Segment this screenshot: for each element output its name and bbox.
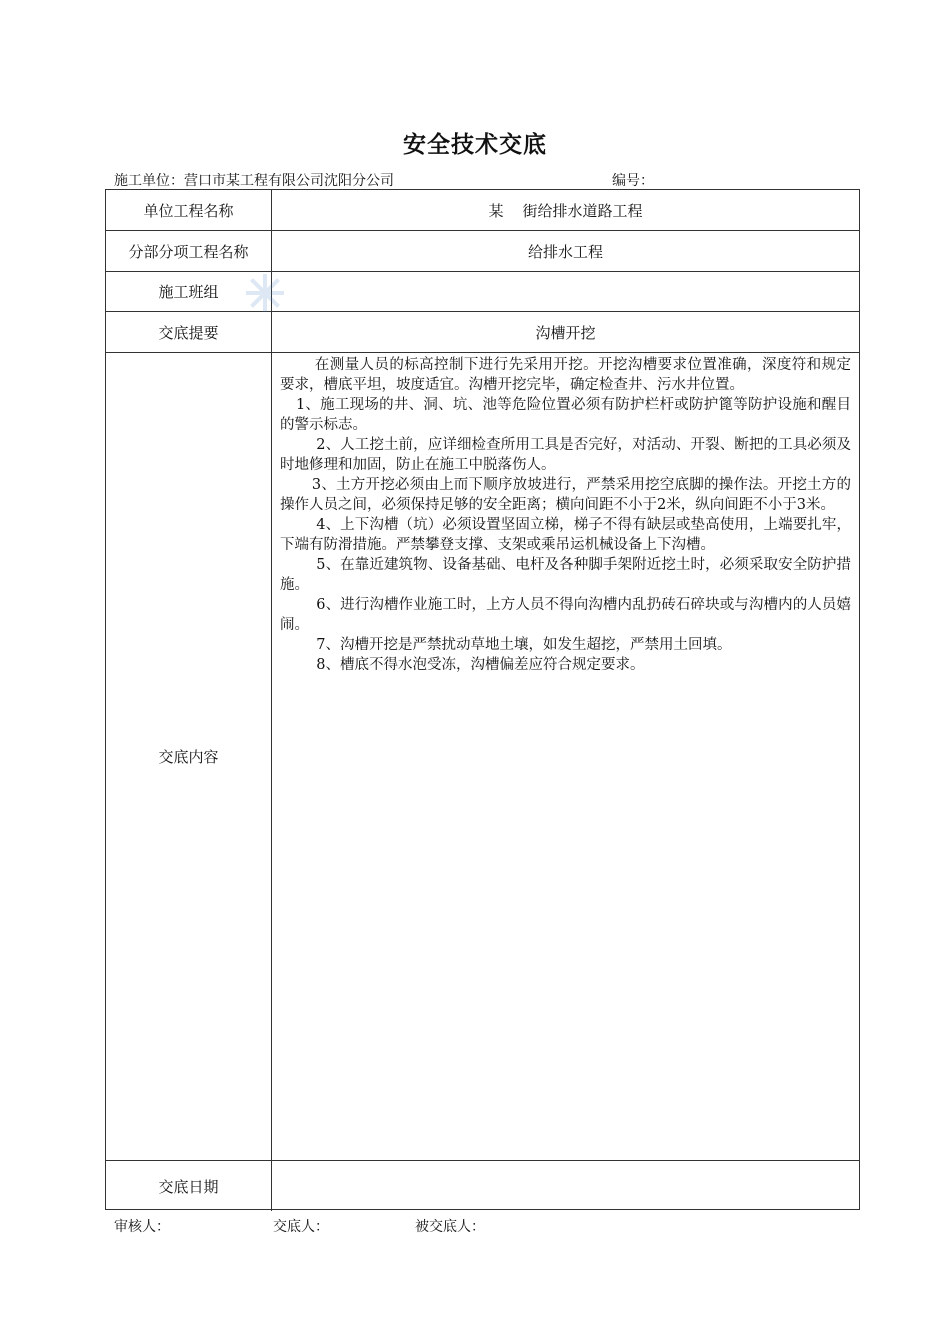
recipient-label: 被交底人： (415, 1219, 485, 1235)
row-label: 单位工程名称 (106, 190, 272, 230)
content-paragraph: 4、上下沟槽（坑）必须设置坚固立梯，梯子不得有缺层或垫高使用，上端要扎牢，下端有防滑措施。严禁攀登支撑、支架或乘吊运机械设备上下沟槽。 (280, 517, 851, 553)
row-label: 交底内容 (106, 353, 272, 1160)
content-paragraph: 6、进行沟槽作业施工时，上方人员不得向沟槽内乱扔砖石碎块或与沟槽内的人员嬉闹。 (280, 597, 851, 633)
row-content (106, 353, 859, 1161)
row-summary (106, 312, 859, 353)
row-sub-project (106, 231, 859, 272)
discloser-label: 交底人： (273, 1219, 329, 1235)
disclosure-content (280, 355, 851, 675)
watermark-snowflake-icon (244, 272, 286, 314)
row-value (272, 272, 859, 311)
disclosure-form (105, 189, 860, 1210)
content-paragraph: 在测量人员的标高控制下进行先采用开挖。开挖沟槽要求位置准确，深度符和规定要求，槽底平坦，坡度适宜。沟槽开挖完毕，确定检查井、污水井位置。 (280, 357, 851, 393)
document-number-label: 编号： (612, 173, 654, 189)
row-unit-project (106, 190, 859, 231)
construction-unit: 施工单位：营口市某工程有限公司沈阳分公司 (114, 173, 394, 189)
row-value: 沟槽开挖 (535, 323, 596, 342)
content-paragraph: 1、施工现场的井、洞、坑、池等危险位置必须有防护栏杆或防护篦等防护设施和醒目的警示标志。 (280, 397, 851, 433)
row-label: 交底日期 (106, 1161, 272, 1211)
content-paragraph: 3、土方开挖必须由上而下顺序放坡进行，严禁采用挖空底脚的操作法。开挖土方的操作人员之间，必须保持足够的安全距离；横向间距不小于2米，纵向间距不小于3米。 (280, 477, 851, 513)
row-label: 施工班组 (106, 272, 272, 311)
reviewer-label: 审核人： (114, 1219, 170, 1235)
row-label: 分部分项工程名称 (106, 231, 272, 271)
row-value: 某 街给排水道路工程 (488, 201, 643, 220)
content-paragraph: 5、在靠近建筑物、设备基础、电杆及各种脚手架附近挖土时，必须采取安全防护措施。 (280, 557, 851, 593)
row-date (106, 1161, 859, 1211)
content-paragraph: 8、槽底不得水泡受冻，沟槽偏差应符合规定要求。 (316, 657, 645, 673)
row-work-team (106, 272, 859, 312)
content-paragraph: 7、沟槽开挖是严禁扰动草地土壤，如发生超挖，严禁用土回填。 (316, 637, 732, 653)
row-value: 给排水工程 (527, 242, 603, 261)
row-label: 交底提要 (106, 312, 272, 352)
content-paragraph: 2、人工挖土前，应详细检查所用工具是否完好，对活动、开裂、断把的工具必须及时地修理和加固，防止在施工中脱落伤人。 (280, 437, 851, 473)
row-value (272, 1161, 859, 1211)
document-title: 安全技术交底 (403, 131, 547, 158)
